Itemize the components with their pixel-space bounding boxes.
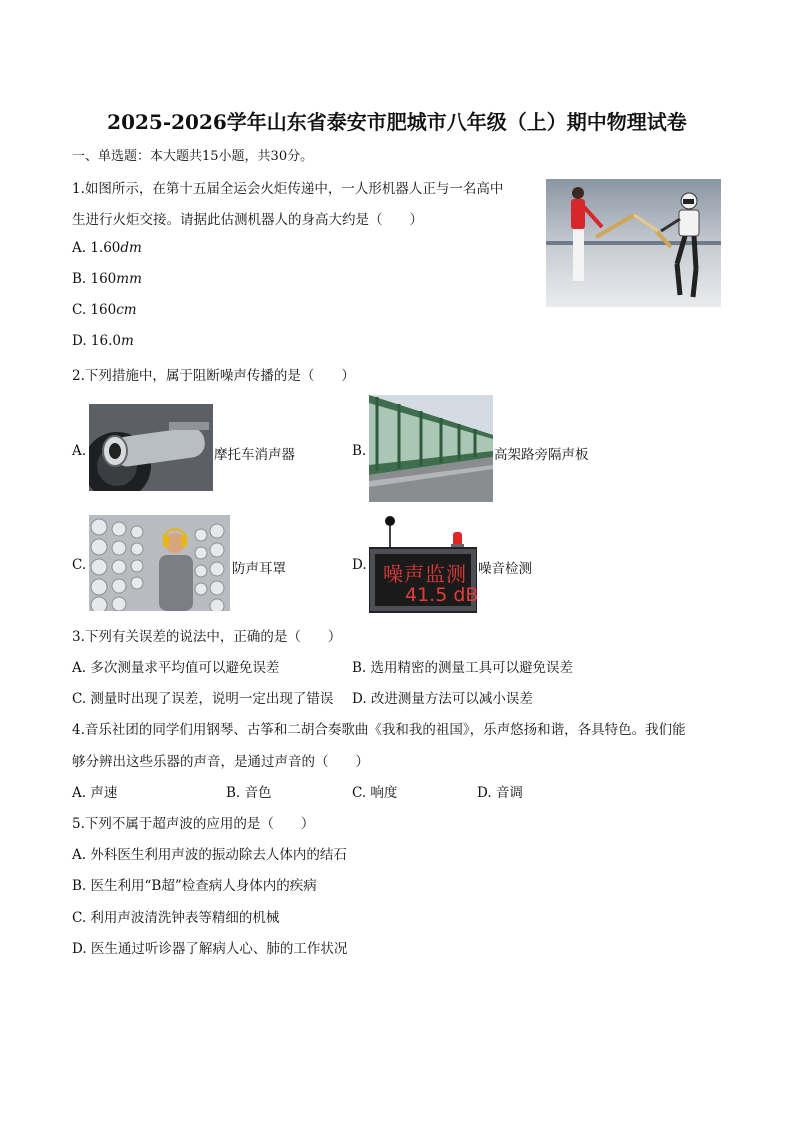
q1-option-a: A. 1.60dm <box>72 240 142 256</box>
q1-option-d: D. 16.0m <box>72 333 134 349</box>
noise-monitor-sign-text: 噪声监测 <box>383 562 467 586</box>
q3-option-b: B. 选用精密的测量工具可以避免误差 <box>352 660 574 676</box>
q1-option-c: C. 160cm <box>72 302 137 318</box>
motorcycle-muffler-photo <box>89 404 213 491</box>
q2-option-c-letter: C. <box>72 557 87 573</box>
q5-option-a: A. 外科医生利用声波的振动除去人体内的结石 <box>72 847 347 863</box>
q2-option-c-caption: 防声耳罩 <box>232 561 286 577</box>
torch-relay-photo <box>546 179 721 307</box>
q5-option-c: C. 利用声波清洗钟表等精细的机械 <box>72 910 280 926</box>
q2-option-d-letter: D. <box>352 557 367 573</box>
q2-option-b-caption: 高架路旁隔声板 <box>494 447 589 463</box>
noise-monitor-sign <box>369 514 477 614</box>
q3-option-c: C. 测量时出现了误差，说明一定出现了错误 <box>72 691 334 707</box>
q2-option-a-letter: A. <box>72 443 87 459</box>
q3-option-a: A. 多次测量求平均值可以避免误差 <box>72 660 280 676</box>
q5-option-d: D. 医生通过听诊器了解病人心、肺的工作状况 <box>72 941 348 957</box>
q4-option-a: A. 声速 <box>72 785 118 801</box>
q2-option-d-caption: 噪音检测 <box>478 561 532 577</box>
q3-stem: 3.下列有关误差的说法中，正确的是（ ） <box>72 629 342 645</box>
q2-stem: 2.下列措施中，属于阻断噪声传播的是（ ） <box>72 368 355 384</box>
q4-option-b: B. 音色 <box>226 785 272 801</box>
q1-stem-line2: 生进行火炬交接。请据此估测机器人的身高大约是（ ） <box>72 212 423 228</box>
q1-stem-line1: 1.如图所示，在第十五届全运会火炬传递中，一人形机器人正与一名高中 <box>72 181 504 197</box>
section-heading: 一、单选题：本大题共15小题，共30分。 <box>72 149 314 164</box>
earmuff-worker-photo <box>89 515 230 611</box>
exam-title: 2025-2026学年山东省泰安市肥城市八年级（上）期中物理试卷 <box>107 110 687 134</box>
q4-stem-line2: 够分辨出这些乐器的声音，是通过声音的（ ） <box>72 754 369 770</box>
q5-stem: 5.下列不属于超声波的应用的是（ ） <box>72 816 315 832</box>
q3-option-d: D. 改进测量方法可以减小误差 <box>352 691 533 707</box>
sound-barrier-photo <box>369 395 493 502</box>
q4-option-d: D. 音调 <box>477 785 523 801</box>
q4-stem-line1: 4.音乐社团的同学们用钢琴、古筝和二胡合奏歌曲《我和我的祖国》，乐声悠扬和谐，各具特色。我们能 <box>72 722 686 738</box>
q4-option-c: C. 响度 <box>352 785 398 801</box>
q5-option-b: B. 医生利用“B超”检查病人身体内的疾病 <box>72 878 317 894</box>
q1-option-b: B. 160mm <box>72 271 142 287</box>
q2-option-a-caption: 摩托车消声器 <box>214 447 295 463</box>
q2-option-b-letter: B. <box>352 443 367 459</box>
noise-monitor-sign-value: 41.5 dB <box>405 584 479 606</box>
